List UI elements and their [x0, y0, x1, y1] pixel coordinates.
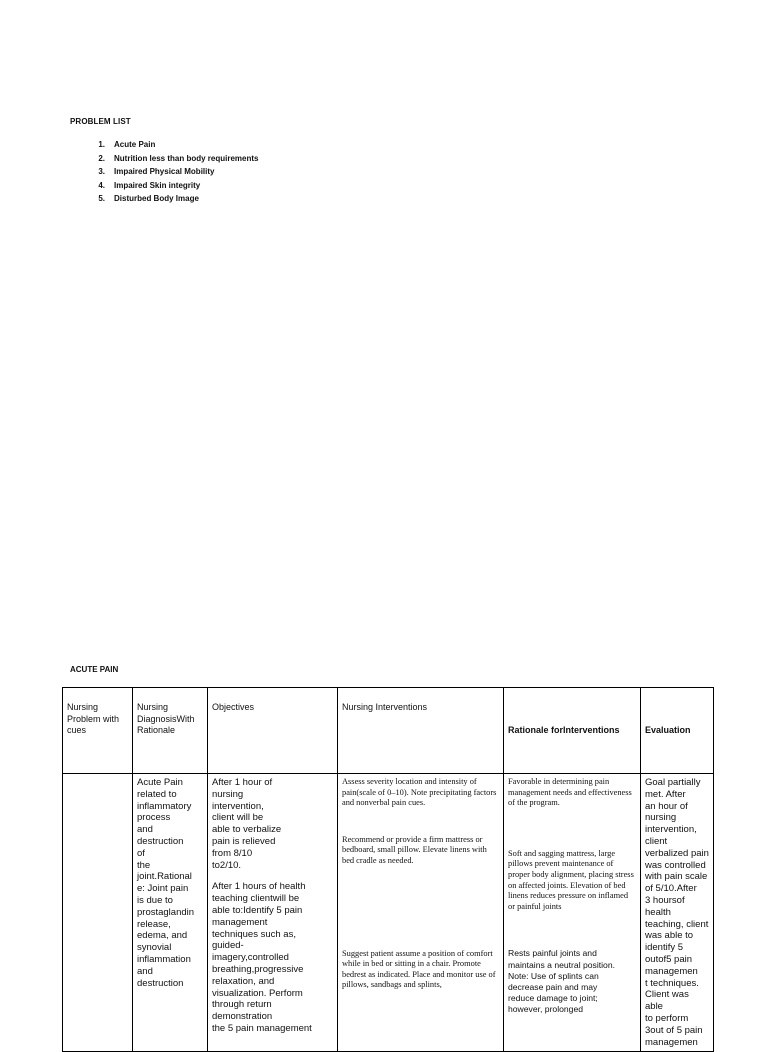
- intervention-1: Assess severity location and intensity of pain(scale of 0–10). Note precipitating factors and nonverbal pain cues.: [342, 777, 497, 808]
- header-evaluation: Evaluation: [641, 688, 714, 774]
- header-diagnosis: Nursing DiagnosisWith Rationale: [133, 688, 208, 774]
- list-item-text: Disturbed Body Image: [114, 194, 199, 203]
- header-interventions: Nursing Interventions: [338, 688, 504, 774]
- cell-interventions: [338, 774, 504, 1052]
- list-item: [88, 140, 258, 154]
- list-item: [88, 167, 258, 181]
- objective-2: After 1 hours of health teaching clientwill be able to:Identify 5 pain management techniques such as, guided- imagery,controlled breathing,progressive relaxation, and visualization. Perform through return demonstration the 5 pain management: [212, 881, 312, 1034]
- rationale-2: Soft and sagging mattress, large pillows prevent maintenance of proper body alignment, placing stress on affected joints. Elevation of bed linens reduces pressure on inflamed or painful joints: [508, 848, 634, 911]
- list-item: [88, 194, 258, 208]
- header-objectives: Objectives: [208, 688, 338, 774]
- problem-list-title: PROBLEM LIST: [70, 117, 131, 126]
- list-item-text: Acute Pain: [114, 140, 156, 149]
- list-item-number: 5.: [98, 194, 105, 203]
- list-item-number: 3.: [98, 167, 105, 176]
- header-rationale: Rationale forInterventions: [504, 688, 641, 774]
- list-item-text: Impaired Skin integrity: [114, 180, 201, 190]
- problem-list: [88, 140, 258, 208]
- list-item-number: 2.: [98, 153, 105, 163]
- list-item: [88, 181, 258, 195]
- list-item-text: Nutrition less than body requirements: [114, 153, 259, 163]
- diagnosis-text: Acute Pain related to inflammatory process and destruction of the joint.Rational e: Joint pain is due to prostaglandin release, edema, and synovial inflammation and destruction: [137, 777, 195, 989]
- objective-1: After 1 hour of nursing intervention, client will be able to verbalize pain is relieved from 8/10 to2/10.: [212, 777, 282, 871]
- list-item: [88, 154, 258, 168]
- intervention-3: Suggest patient assume a position of comfort while in bed or sitting in a chair. Promote bedrest as indicated. Place and monitor use of pillows, sandbags and splints,: [342, 948, 496, 990]
- list-item-number: 4.: [98, 180, 105, 190]
- intervention-2: Recommend or provide a firm mattress or bedboard, small pillow. Elevate linens with bed cradle as needed.: [342, 834, 487, 865]
- cell-rationale: [504, 774, 641, 1052]
- list-item-text: Impaired Physical Mobility: [114, 167, 215, 176]
- cell-problem: [63, 774, 133, 1052]
- cell-objectives: [208, 774, 338, 1052]
- header-problem: Nursing Problem with cues: [63, 688, 133, 774]
- evaluation-text: Goal partially met. After an hour of nursing intervention, client verbalized pain was controlled with pain scale of 5/10.After 3 hoursof health teaching, client was able to identify 5 outof5 pain managemen t techniques. Client was able to perform 3out of 5 pain managemen: [645, 777, 709, 1048]
- cell-evaluation: [641, 774, 714, 1052]
- section-title: ACUTE PAIN: [70, 665, 119, 674]
- table-row: [63, 774, 714, 1052]
- nursing-care-plan-table: [62, 687, 714, 1052]
- cell-diagnosis: [133, 774, 208, 1052]
- rationale-1: Favorable in determining pain management needs and effectiveness of the program.: [508, 777, 632, 808]
- table-header-row: [63, 688, 714, 774]
- list-item-number: 1.: [98, 140, 105, 149]
- rationale-3: Rests painful joints and maintains a neutral position. Note: Use of splints can decrease pain and may reduce damage to joint; however, prolonged: [508, 948, 616, 1015]
